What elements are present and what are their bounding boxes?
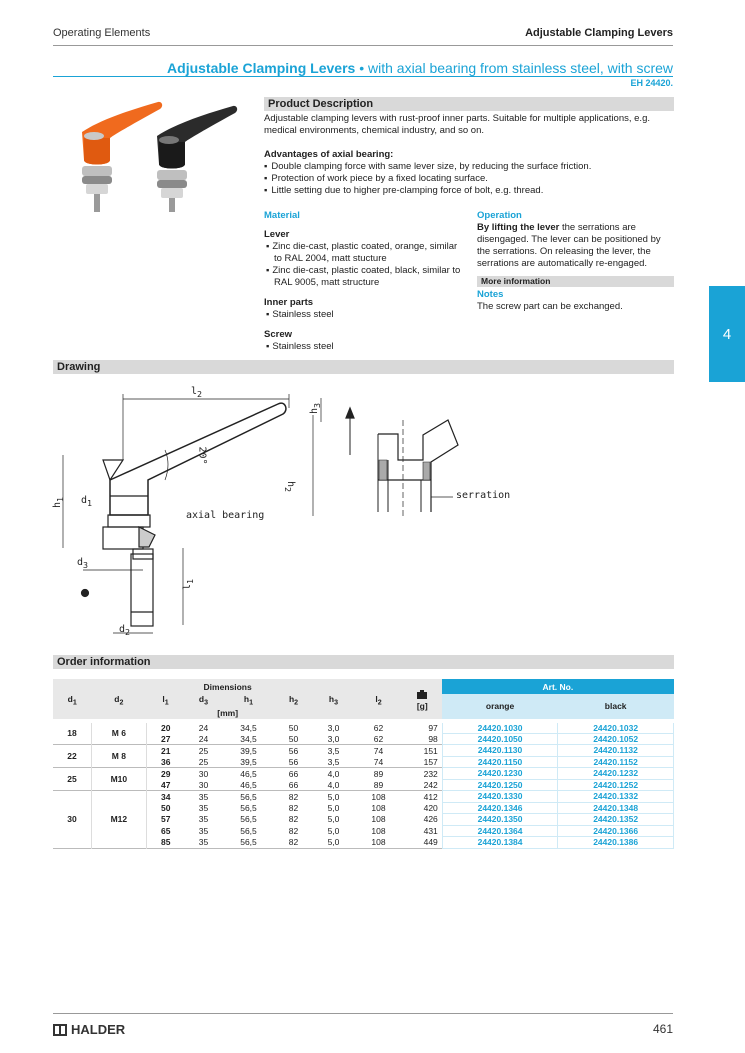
notes-heading: Notes — [477, 289, 504, 300]
label-d2: $d_2$ — [119, 624, 131, 637]
col-h2: $h_2$ — [288, 694, 299, 707]
label-h1: $h_1$ — [52, 496, 66, 509]
table-cell: 25 — [198, 756, 209, 767]
col-l1: $l_1$ — [162, 694, 169, 707]
operation-bold: By lifting the lever — [477, 222, 560, 233]
table-cell: 3,0 — [327, 733, 340, 744]
table-cell: 157 — [423, 756, 438, 767]
table-cell: 89 — [373, 779, 384, 790]
advantages-heading: Advantages of axial bearing: — [264, 149, 394, 160]
table-cell: 18 — [53, 721, 92, 745]
table-cell: M 6 — [92, 721, 147, 745]
halder-logo-icon — [53, 1024, 67, 1036]
table-cell: 25 — [53, 768, 92, 791]
table-cell: 30 — [198, 779, 209, 790]
screw-heading: Screw — [264, 329, 292, 340]
table-cell: M10 — [92, 768, 147, 791]
label-l1: $l_1$ — [182, 578, 196, 591]
table-cell: 35 — [198, 837, 209, 848]
order-table — [53, 679, 674, 849]
table-cell: 108 — [371, 825, 386, 836]
table-row — [53, 745, 674, 757]
table-row — [53, 768, 674, 780]
table-cell: 24 — [198, 733, 209, 744]
col-d2: $d_2$ — [114, 694, 124, 707]
drawing-heading: Drawing — [53, 360, 674, 374]
black-lever-image — [157, 106, 237, 212]
table-cell: 24420.1364 — [442, 825, 558, 837]
orange-lever-image — [82, 102, 162, 212]
table-cell: 34 — [161, 791, 171, 802]
col-d3: $d_3$ — [198, 694, 209, 707]
table-row — [53, 791, 674, 803]
table-cell: 24420.1252 — [558, 779, 674, 791]
table-cell: 3,5 — [327, 756, 340, 767]
product-text: Adjustable clamping levers with rust-proof inner parts. Suitable for multiple applications, e.g. medical environments, chemical industry, and so on. — [264, 113, 650, 136]
table-cell: 24420.1330 — [442, 791, 558, 803]
table-row — [53, 756, 674, 768]
table-cell: 82 — [288, 825, 299, 836]
table-cell: 39,5 — [240, 745, 257, 756]
list-item: ▪ Stainless steel — [264, 309, 464, 321]
order-table-body — [53, 721, 674, 849]
table-cell: 50 — [288, 722, 299, 733]
title-rest: • with axial bearing from stainless steel, with screw — [355, 60, 673, 76]
table-row — [53, 825, 674, 837]
table-row — [53, 802, 674, 814]
list-item: ▪ Protection of work piece by a fixed locating surface. — [264, 173, 676, 185]
table-cell: 108 — [371, 837, 386, 848]
inner-parts-heading: Inner parts — [264, 297, 314, 308]
table-cell: 30 — [53, 791, 92, 849]
table-cell: 82 — [288, 791, 299, 802]
table-cell: 27 — [161, 733, 171, 744]
dimensions-header: Dimensions — [203, 681, 252, 692]
table-cell: 24420.1150 — [442, 756, 558, 768]
table-cell: 35 — [198, 802, 209, 813]
label-d1: $d_1$ — [81, 495, 93, 508]
table-cell: 62 — [373, 733, 384, 744]
table-cell: 89 — [373, 768, 384, 779]
table-cell: 3,5 — [327, 745, 340, 756]
table-cell: 65 — [161, 825, 171, 836]
table-cell: 24420.1366 — [558, 825, 674, 837]
table-cell: 35 — [198, 814, 209, 825]
operation-rest: the serrations are disengaged. The lever can be positioned by the serrations. On releasing the lever, the serrations are automatically re-engaged. — [477, 222, 661, 269]
table-cell: 108 — [371, 791, 386, 802]
table-cell: 56,5 — [240, 802, 257, 813]
brand-name: HALDER — [71, 1022, 126, 1037]
table-cell: 82 — [288, 802, 299, 813]
table-cell: 35 — [198, 825, 209, 836]
table-cell: 108 — [371, 814, 386, 825]
col-d1: $d_1$ — [67, 694, 77, 707]
table-cell: 24420.1348 — [558, 802, 674, 814]
col-l2: $l_2$ — [375, 694, 382, 707]
table-cell: 24420.1052 — [558, 733, 674, 745]
label-h2: $h_2$ — [283, 480, 297, 493]
label-axial-bearing: axial bearing — [186, 510, 265, 521]
operation-text — [477, 222, 674, 270]
material-heading: Material — [264, 210, 300, 221]
table-cell: 30 — [198, 768, 209, 779]
table-cell: 431 — [423, 825, 438, 836]
footer-divider — [53, 1013, 673, 1014]
table-cell: 24420.1232 — [558, 768, 674, 780]
table-cell: 66 — [288, 768, 299, 779]
product-photo — [70, 98, 250, 216]
list-item: ▪ Zinc die-cast, plastic coated, black, similar to RAL 9005, matt structure — [264, 265, 464, 289]
table-cell: 98 — [428, 733, 438, 744]
table-cell: 5,0 — [327, 802, 340, 813]
table-cell: 22 — [53, 745, 92, 768]
table-row — [53, 837, 674, 849]
table-cell: 24420.1332 — [558, 791, 674, 803]
header-section-name: Operating Elements — [53, 27, 151, 39]
more-information-heading: More information — [477, 276, 674, 287]
table-cell: 29 — [161, 768, 171, 779]
table-cell: 24420.1346 — [442, 802, 558, 814]
table-cell: 151 — [423, 745, 438, 756]
table-row — [53, 814, 674, 826]
brand-logo — [53, 1022, 125, 1037]
table-cell: 82 — [288, 814, 299, 825]
table-cell: 24420.1032 — [558, 721, 674, 734]
header-divider — [53, 45, 673, 46]
table-cell: 74 — [373, 745, 384, 756]
screw-list — [264, 341, 464, 353]
table-cell: 24420.1386 — [558, 837, 674, 849]
product-description-heading: Product Description — [264, 97, 674, 111]
table-cell: 412 — [423, 791, 438, 802]
column-headers — [53, 694, 674, 707]
table-cell: 56,5 — [240, 791, 257, 802]
label-h3: $h_3$ — [309, 402, 323, 415]
table-cell: M 8 — [92, 745, 147, 768]
table-cell: 56,5 — [240, 837, 257, 848]
table-cell: 82 — [288, 837, 299, 848]
table-cell: 47 — [161, 779, 171, 790]
inner-parts-list — [264, 309, 464, 321]
table-cell: 56,5 — [240, 825, 257, 836]
table-cell: 56 — [288, 745, 299, 756]
col-h3: $h_3$ — [328, 694, 339, 707]
product-description — [264, 113, 676, 197]
notes-text: The screw part can be exchanged. — [477, 301, 623, 312]
table-cell: 4,0 — [327, 768, 340, 779]
table-cell: 24420.1230 — [442, 768, 558, 780]
label-d3: $d_3$ — [77, 557, 89, 570]
list-item: ▪ Double clamping force with same lever size, by reducing the surface friction. — [264, 161, 676, 173]
table-row — [53, 733, 674, 745]
drawing-labels — [53, 380, 533, 645]
operation-column — [477, 210, 674, 313]
table-cell: 5,0 — [327, 837, 340, 848]
table-cell: 232 — [423, 768, 438, 779]
table-cell: 46,5 — [240, 768, 257, 779]
col-h1: $h_1$ — [243, 694, 254, 707]
table-cell: 24420.1250 — [442, 779, 558, 791]
table-cell: 24420.1132 — [558, 745, 674, 757]
table-cell: 34,5 — [240, 733, 257, 744]
lever-heading: Lever — [264, 229, 290, 240]
table-cell: 56 — [288, 756, 299, 767]
table-cell: 25 — [198, 745, 209, 756]
list-item: ▪ Zinc die-cast, plastic coated, orange, similar to RAL 2004, matt stucture — [264, 241, 464, 265]
table-cell: 24420.1152 — [558, 756, 674, 768]
table-cell: 74 — [373, 756, 384, 767]
table-cell: M12 — [92, 791, 147, 849]
list-item: ▪ Little setting due to higher pre-clamping force of bolt, e.g. thread. — [264, 185, 676, 197]
table-cell: 449 — [423, 837, 438, 848]
weight-header: [g] — [402, 679, 442, 721]
label-l2: $l_2$ — [191, 386, 203, 399]
table-row — [53, 721, 674, 734]
table-cell: 62 — [373, 722, 384, 733]
table-cell: 34,5 — [240, 722, 257, 733]
table-cell: 39,5 — [240, 756, 257, 767]
table-cell: 36 — [161, 756, 171, 767]
list-item: ▪ Stainless steel — [264, 341, 464, 353]
chapter-tab[interactable]: 4 — [709, 286, 745, 382]
operation-heading: Operation — [477, 210, 522, 221]
advantages-list — [264, 161, 676, 197]
table-cell: 20 — [161, 722, 171, 733]
table-cell: 5,0 — [327, 814, 340, 825]
title-divider — [53, 76, 673, 77]
table-cell: 66 — [288, 779, 299, 790]
artno-header: Art. No. — [442, 679, 673, 694]
table-cell: 21 — [161, 745, 171, 756]
table-cell: 57 — [161, 814, 171, 825]
col-orange: orange — [442, 694, 558, 721]
table-cell: 56,5 — [240, 814, 257, 825]
table-cell: 50 — [161, 802, 171, 813]
table-cell: 85 — [161, 837, 171, 848]
table-cell: 24420.1050 — [442, 733, 558, 745]
unit-mm: [mm] — [217, 707, 239, 718]
article-code: EH 24420. — [630, 78, 673, 88]
table-cell: 24420.1384 — [442, 837, 558, 849]
header-page-topic: Adjustable Clamping Levers — [525, 27, 673, 39]
table-cell: 24420.1130 — [442, 745, 558, 757]
weight-icon — [416, 687, 428, 699]
table-cell: 24 — [198, 722, 209, 733]
table-cell: 5,0 — [327, 825, 340, 836]
col-black: black — [558, 694, 674, 721]
table-row — [53, 779, 674, 791]
table-cell: 242 — [423, 779, 438, 790]
table-cell: 97 — [428, 722, 438, 733]
table-cell: 426 — [423, 814, 438, 825]
table-cell: 24420.1352 — [558, 814, 674, 826]
table-cell: 50 — [288, 733, 299, 744]
table-cell: 5,0 — [327, 791, 340, 802]
table-cell: 3,0 — [327, 722, 340, 733]
table-cell: 35 — [198, 791, 209, 802]
label-angle: 20° — [196, 446, 208, 465]
page-title — [167, 60, 673, 76]
table-cell: 24420.1030 — [442, 721, 558, 734]
table-cell: 108 — [371, 802, 386, 813]
table-cell: 420 — [423, 802, 438, 813]
order-information-heading: Order information — [53, 655, 674, 669]
label-serration: serration — [456, 490, 511, 501]
title-bold: Adjustable Clamping Levers — [167, 60, 356, 76]
table-cell: 4,0 — [327, 779, 340, 790]
table-cell: 46,5 — [240, 779, 257, 790]
page-number: 461 — [652, 1022, 673, 1036]
table-cell: 24420.1350 — [442, 814, 558, 826]
material-column — [264, 210, 464, 353]
lever-list — [264, 241, 464, 289]
